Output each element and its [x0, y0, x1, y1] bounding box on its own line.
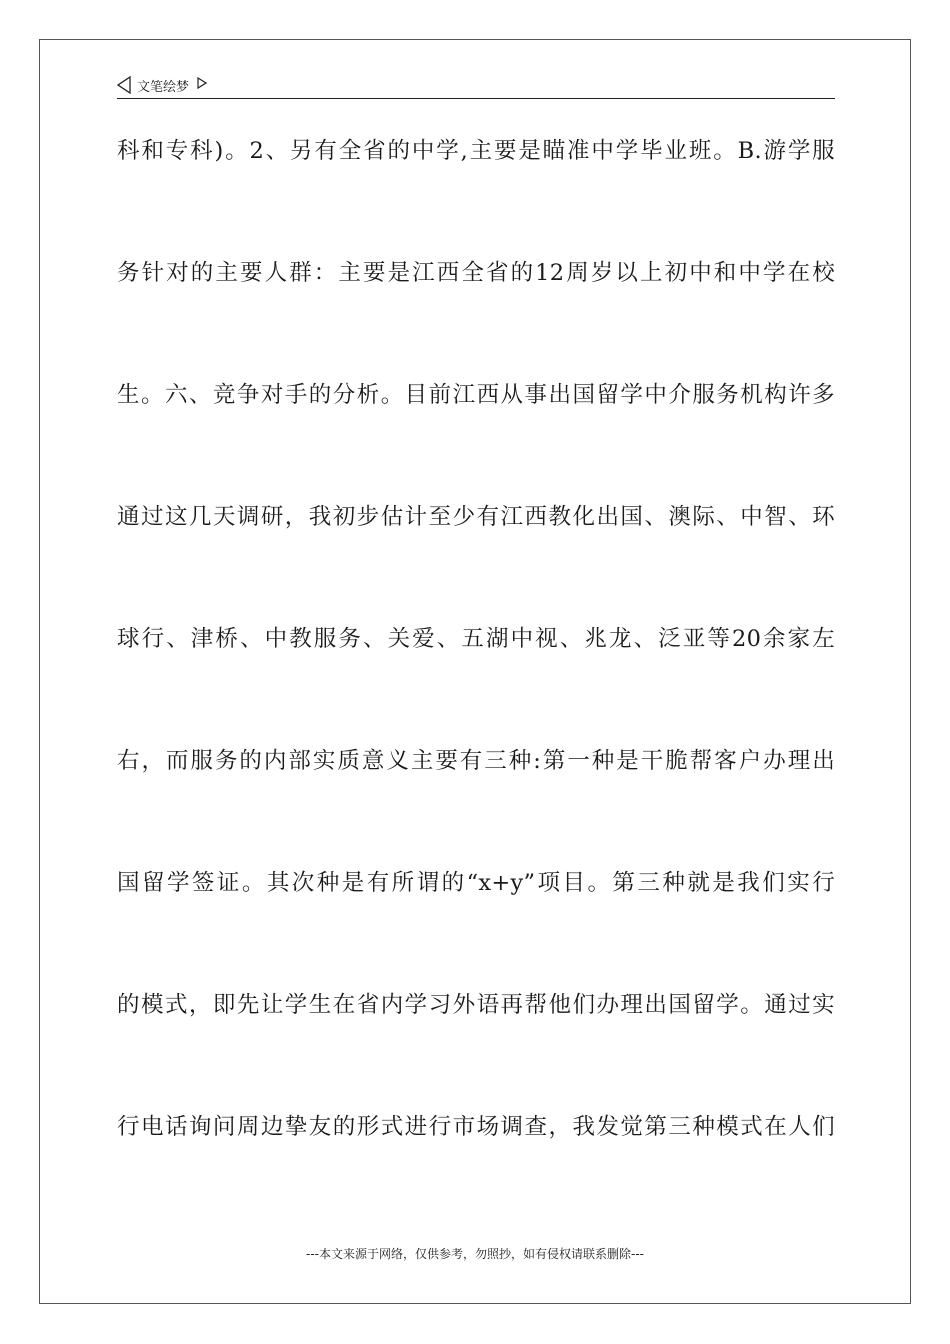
document-body — [117, 120, 835, 1218]
footer-notice: ---本文来源于网络，仅供参考，勿照抄，如有侵权请联系删除--- — [306, 1247, 644, 1261]
text-line: 右，而服务的内部实质意义主要有三种:第一种是干脆帮客户办理出 — [117, 748, 835, 774]
text-line: 行电话询问周边挚友的形式进行市场调查，我发觉第三种模式在人们 — [117, 1114, 835, 1140]
text-line: 球行、津桥、中教服务、关爱、五湖中视、兆龙、泛亚等20余家左 — [117, 626, 835, 652]
text-line: 国留学签证。其次种是有所谓的“x+y”项目。第三种就是我们实行 — [117, 870, 835, 896]
page-header — [117, 72, 835, 99]
text-line: 的模式，即先让学生在省内学习外语再帮他们办理出国留学。通过实 — [117, 992, 835, 1018]
triangle-right-icon — [197, 77, 207, 89]
text-line: 科和专科)。2、另有全省的中学,主要是瞄准中学毕业班。B.游学服 — [117, 138, 835, 164]
text-line: 通过这几天调研，我初步估计至少有江西教化出国、澳际、中智、环 — [117, 504, 835, 530]
header-title: 文笔绘梦 — [137, 79, 190, 95]
text-line: 务针对的主要人群：主要是江西全省的12周岁以上初中和中学在校 — [117, 260, 835, 286]
text-line: 生。六、竞争对手的分析。目前江西从事出国留学中介服务机构许多 — [117, 382, 835, 408]
triangle-left-icon — [117, 76, 131, 94]
